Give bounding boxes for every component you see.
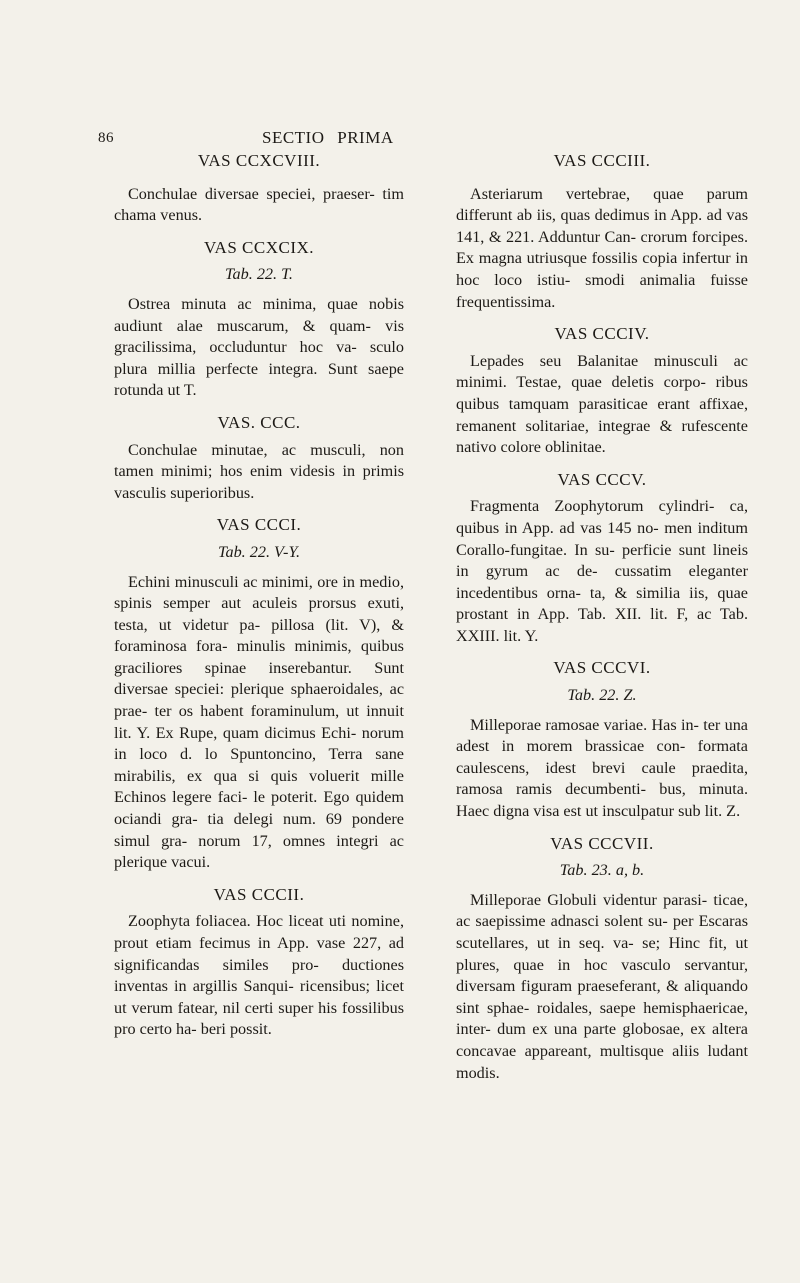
paragraph: Milleporae Globuli videntur parasi- ticae, ac saepissime adnasci solent su- per Escaras scutellares, ut in seq. va- se; Hinc fit, ut plures, quae in hoc vasculo servantur, diversam figuram praeseferant, & aliquando sint sphae- roidales, saepe hemisphaericae, inter- dum ex una parte globosae, ex altera concavae appareant, multisque aliis ludant modis. xyxy=(456,890,748,1082)
section-title: SECTIO PRIMA xyxy=(262,128,394,147)
paragraph: Zoophyta foliacea. Hoc liceat uti nomine, prout etiam fecimus in App. vase 227, ad significandas similes pro- ductiones inventas in argillis Sanqui- ricensibus; licet ut verum fatear, nil certi super his fossilibus pro certo ha- beri possit. xyxy=(114,912,404,1039)
vas-heading: VAS CCCVI. xyxy=(553,658,651,678)
column-title: VAS CCCIII. xyxy=(553,151,651,170)
left-column xyxy=(114,150,404,1041)
paragraph: Asteriarum vertebrae, quae parum differunt ab iis, quas dedimus in App. ad vas 141, & 221. Adduntur Can- crorum forcipes. Ex magna utriusque fossilis copia infertur in hoc loco istiu- smodi animalia fuisse frequentissima. xyxy=(456,184,748,311)
vas-heading: VAS CCCIV. xyxy=(554,324,650,344)
paragraph: Ostrea minuta ac minima, quae nobis audiunt alae muscarum, & quam- vis gracilissima, occluduntur hoc va- sculo plura millia perfecte integra. Sunt saepe rotunda ut T. xyxy=(114,294,404,400)
paragraph: Milleporae ramosae variae. Has in- ter una adest in morem brassicae con- formata caulescens, idest brevi caule praedita, ramosa ramis decumbenti- bus, minuta. Haec digna visa est ut insculpatur sub lit. Z. xyxy=(456,715,748,821)
paragraph: Fragmenta Zoophytorum cylindri- ca, quibus in App. ad vas 145 no- men inditum Corallo-fungitae. In su- perficie sunt lineis in gyrum ac de- cussatim eleganter incedentibus orna- ta, & similia iis, quae prostant in App. Tab. XII. lit. F, ac Tab. XXIII. lit. Y. xyxy=(456,497,748,645)
vas-heading: VAS CCCV. xyxy=(557,469,647,489)
paragraph: Conchulae diversae speciei, praeser- tim chama venus. xyxy=(114,184,404,225)
table-reference: Tab. 22. V-Y. xyxy=(217,542,301,561)
table-reference: Tab. 23. a, b. xyxy=(559,861,645,880)
table-reference: Tab. 22. Z. xyxy=(567,686,637,705)
paragraph: Conchulae minutae, ac musculi, non tamen minimi; hos enim videsis in primis vasculis superioribus. xyxy=(114,440,404,502)
column-title: VAS CCXCVIII. xyxy=(197,151,321,170)
paragraph: Echini minusculi ac minimi, ore in medio, spinis semper aut aculeis prorsus exuti, testa, ut videtur pa- pillosa (lit. V), & foraminosa fora- minulis minimis, quibus graciliores spinae inserebantur. Sunt diversae speciei: plerique sphaeroidales, ac prae- ter os habent foraminulum, ut innuit lit. Y. Ex Rupe, quam dicimus Echi- norum in loco d. lo Spuntoncino, Terra sane mirabilis, ex qua si quis voluerit mille Echinos legere faci- le poterit. Ego quidem ociandi gra- tia delegi num. 69 pondere simul gra- norum 17, omnes integri ac plerique vacui. xyxy=(114,572,404,872)
vas-heading: VAS CCXCIX. xyxy=(203,237,315,257)
table-reference: Tab. 22. T. xyxy=(225,265,293,284)
vas-heading: VAS CCCVII. xyxy=(550,833,654,853)
paragraph: Lepades seu Balanitae minusculi ac minimi. Testae, quae deletis corpo- ribus quibus tamquam parasiticae erant affixae, remanent solitariae, integrae & rufescente nativo colore oblinitae. xyxy=(456,351,748,457)
vas-heading: VAS. CCC. xyxy=(217,412,301,432)
right-column xyxy=(456,150,748,1084)
running-head xyxy=(98,128,738,152)
vas-heading: VAS CCCI. xyxy=(216,515,302,535)
page-number: 86 xyxy=(98,130,114,146)
vas-heading: VAS CCCII. xyxy=(213,884,305,904)
